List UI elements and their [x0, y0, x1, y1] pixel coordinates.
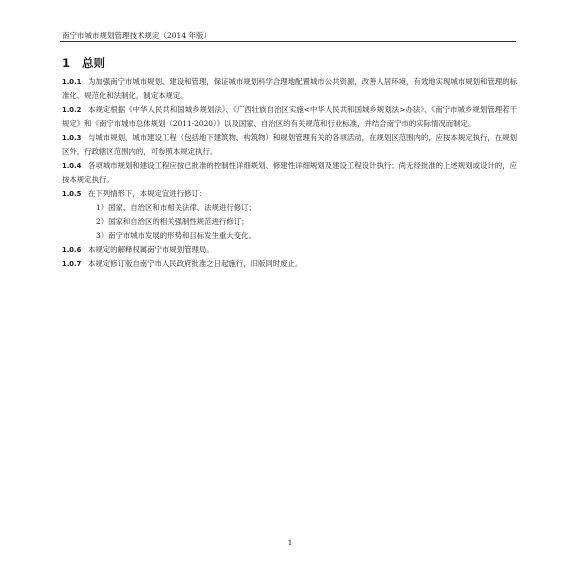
clause-number: 1.0.1	[62, 78, 82, 86]
clause-1-0-1	[62, 75, 517, 103]
body-content	[62, 75, 517, 271]
clause-number: 1.0.3	[62, 134, 82, 142]
clause-1-0-5	[62, 187, 517, 201]
chapter-title: 总则	[82, 56, 106, 70]
list-item: 3）南宁市城市发展的形势和目标发生重大变化。	[96, 231, 256, 240]
page-number: 1	[287, 538, 293, 547]
clause-number: 1.0.2	[62, 106, 82, 114]
clause-text: 与城市规划、城市建设工程（包括地下建筑物、构筑物）和规划管理有关的各项活动，在规划区范围内的，应按本规定执行，在规划区外，行政辖区范围内的，可参照本规定执行。	[62, 133, 517, 156]
clause-number: 1.0.6	[62, 246, 82, 254]
clause-1-0-3	[62, 131, 517, 159]
clause-text: 各项城市规划和建设工程应按已批准的控制性详细规划、修建性详细规划及建设工程设计执行；尚无经批准的上述规划或设计的，应按本规定执行。	[62, 161, 517, 184]
clause-number: 1.0.5	[62, 190, 82, 198]
clause-1-0-6	[62, 243, 517, 257]
clause-1-0-4	[62, 159, 517, 187]
list-item: 1）国家、自治区和市相关法律、法规进行修订；	[96, 203, 256, 212]
running-header: 南宁市城市规划管理技术规定（2014 年版）	[62, 31, 211, 40]
clause-number: 1.0.7	[62, 260, 82, 268]
list-item: 2）国家和自治区的相关强制性规范进行修订；	[96, 217, 249, 226]
clause-text: 为加强南宁市城市规划、建设和管理，保证城市规划科学合理地配置城市公共资源，改善人居环境，有效地实现城市规划和管理的标准化、规范化和法制化，制定本规定。	[62, 77, 517, 100]
clause-text: 在下列情形下，本规定宜进行修订：	[88, 189, 207, 198]
clause-text: 本规定修订版自南宁市人民政府批准之日起施行，旧版同时废止。	[88, 259, 303, 268]
chapter-number: 1	[62, 56, 71, 70]
clause-number: 1.0.4	[62, 162, 82, 170]
header-rule	[60, 41, 516, 42]
chapter-heading	[62, 55, 105, 71]
clause-text: 本规定根据《中华人民共和国城乡规划法》、《广西壮族自治区实施<中华人民共和国城乡规划法>办法》、《南宁市城乡规划管理若干规定》和《南宁市城市总体规划（2011-2020）》以及国家、自治区的有关规范和行业标准，并结合南宁市的实际情况而制定。	[62, 105, 517, 128]
clause-text: 本规定的解释权属南宁市规划管理局。	[88, 245, 214, 254]
clause-1-0-2	[62, 103, 517, 131]
clause-1-0-7	[62, 257, 517, 271]
